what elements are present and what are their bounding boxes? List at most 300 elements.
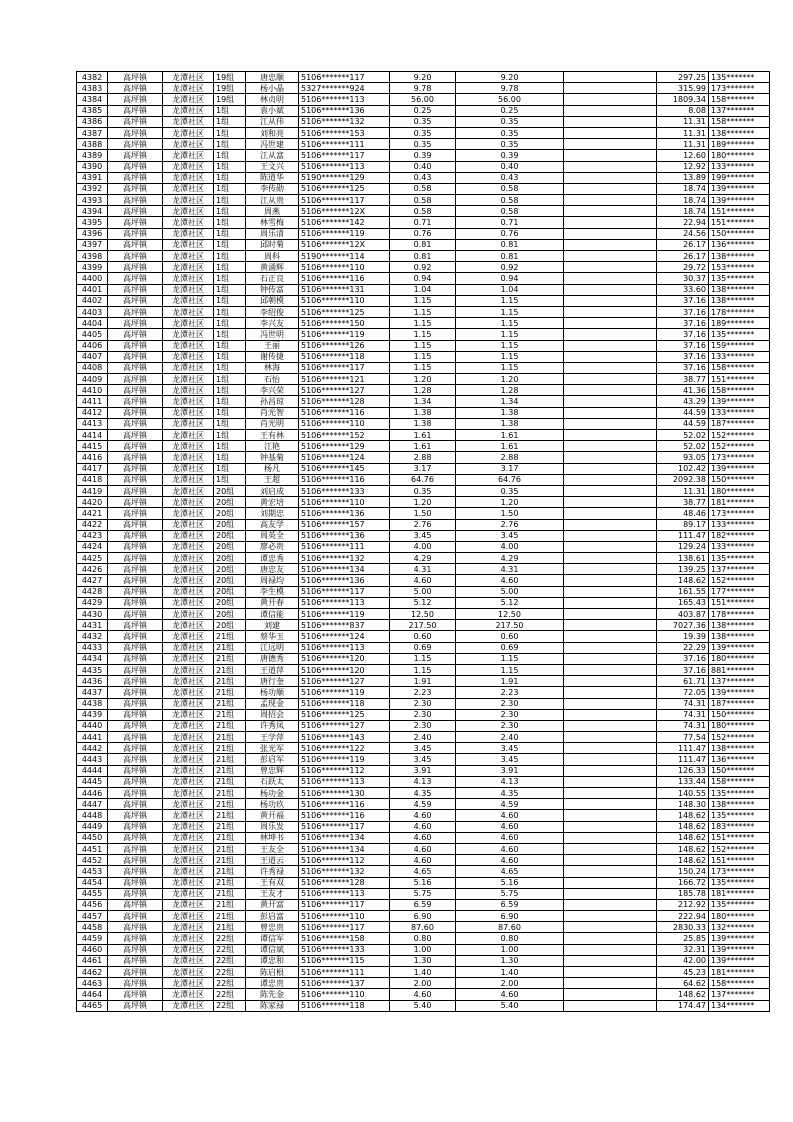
cell-area: 4.60 [390,810,456,821]
table-row [77,284,770,295]
cell-community: 龙潭社区 [163,743,214,754]
cell-group: 1组 [214,139,246,150]
cell-town: 高坪镇 [108,463,163,474]
cell-subsidy-area: 5.00 [456,586,564,597]
cell-group: 1组 [214,273,246,284]
cell-amount: 148.62 [657,843,709,854]
cell-index: 4388 [77,139,108,150]
cell-area: 0.76 [390,228,456,239]
cell-index: 4394 [77,206,108,217]
cell-phone: 135******* [709,877,770,888]
cell-index: 4458 [77,922,108,933]
cell-town: 高坪镇 [108,385,163,396]
cell-id-number: 5106*******128 [299,877,390,888]
cell-name: 陈道华 [246,172,299,183]
cell-id-number: 5190*******129 [299,172,390,183]
cell-community: 龙潭社区 [163,955,214,966]
cell-town: 高坪镇 [108,754,163,765]
cell-town: 高坪镇 [108,743,163,754]
cell-community: 龙潭社区 [163,754,214,765]
cell-id-number: 5106*******117 [299,922,390,933]
cell-subsidy-area: 0.80 [456,933,564,944]
table-row [77,933,770,944]
cell-subsidy-area: 1.15 [456,340,564,351]
cell-index: 4384 [77,94,108,105]
table-row [77,150,770,161]
cell-group: 21组 [214,676,246,687]
cell-phone: 133******* [709,541,770,552]
cell-amount: 37.16 [657,295,709,306]
cell-subsidy-area: 217.50 [456,620,564,631]
cell-group: 1组 [214,329,246,340]
cell-town: 高坪镇 [108,955,163,966]
cell-subsidy-area: 6.59 [456,899,564,910]
cell-subsidy-area: 5.16 [456,877,564,888]
table-row [77,687,770,698]
cell-town: 高坪镇 [108,418,163,429]
cell-community: 龙潭社区 [163,351,214,362]
cell-empty [564,933,657,944]
cell-empty [564,877,657,888]
cell-amount: 11.31 [657,127,709,138]
cell-group: 21组 [214,653,246,664]
cell-name: 张光军 [246,743,299,754]
table-row [77,430,770,441]
cell-group: 21组 [214,855,246,866]
cell-subsidy-area: 4.60 [456,575,564,586]
cell-subsidy-area: 5.12 [456,597,564,608]
cell-community: 龙潭社区 [163,497,214,508]
cell-subsidy-area: 5.75 [456,888,564,899]
cell-empty [564,251,657,262]
cell-index: 4392 [77,183,108,194]
cell-town: 高坪镇 [108,687,163,698]
cell-phone: 181******* [709,967,770,978]
cell-subsidy-area: 1.20 [456,497,564,508]
cell-group: 22组 [214,955,246,966]
cell-name: 王友才 [246,888,299,899]
cell-index: 4426 [77,564,108,575]
cell-group: 21组 [214,743,246,754]
cell-phone: 180******* [709,911,770,922]
cell-name: 蔡华玉 [246,631,299,642]
cell-name: 许秀禄 [246,866,299,877]
cell-amount: 133.44 [657,776,709,787]
table-row [77,474,770,485]
cell-area: 1.20 [390,497,456,508]
cell-empty [564,195,657,206]
cell-town: 高坪镇 [108,217,163,228]
cell-id-number: 5106*******837 [299,620,390,631]
cell-community: 龙潭社区 [163,989,214,1000]
cell-subsidy-area: 0.25 [456,105,564,116]
table-row [77,955,770,966]
cell-subsidy-area: 1.34 [456,396,564,407]
cell-subsidy-area: 1.61 [456,430,564,441]
cell-town: 高坪镇 [108,664,163,675]
cell-id-number: 5106*******136 [299,105,390,116]
cell-index: 4398 [77,251,108,262]
cell-town: 高坪镇 [108,351,163,362]
table-row [77,832,770,843]
cell-subsidy-area: 0.69 [456,642,564,653]
cell-subsidy-area: 0.35 [456,127,564,138]
cell-community: 龙潭社区 [163,709,214,720]
cell-id-number: 5106*******111 [299,541,390,552]
cell-empty [564,553,657,564]
cell-name: 陈家禄 [246,1000,299,1011]
cell-town: 高坪镇 [108,989,163,1000]
cell-index: 4402 [77,295,108,306]
cell-amount: 72.05 [657,687,709,698]
cell-community: 龙潭社区 [163,776,214,787]
cell-town: 高坪镇 [108,485,163,496]
cell-phone: 134******* [709,1000,770,1011]
cell-name: 江艳 [246,441,299,452]
cell-phone: 183******* [709,821,770,832]
cell-index: 4422 [77,519,108,530]
cell-area: 4.59 [390,799,456,810]
cell-name: 石跃太 [246,776,299,787]
cell-id-number: 5106*******124 [299,452,390,463]
cell-phone: 135******* [709,72,770,83]
cell-area: 0.69 [390,642,456,653]
cell-id-number: 5106*******113 [299,888,390,899]
cell-id-number: 5106*******119 [299,687,390,698]
cell-community: 龙潭社区 [163,810,214,821]
cell-subsidy-area: 4.13 [456,776,564,787]
cell-name: 刘和亮 [246,127,299,138]
cell-phone: 136******* [709,754,770,765]
cell-empty [564,150,657,161]
cell-subsidy-area: 0.94 [456,273,564,284]
cell-community: 龙潭社区 [163,720,214,731]
cell-subsidy-area: 2.00 [456,978,564,989]
cell-amount: 61.71 [657,676,709,687]
cell-amount: 26.17 [657,239,709,250]
cell-phone: 139******* [709,955,770,966]
cell-amount: 148.62 [657,810,709,821]
cell-id-number: 5106*******113 [299,161,390,172]
cell-community: 龙潭社区 [163,799,214,810]
cell-subsidy-area: 3.45 [456,743,564,754]
cell-area: 4.60 [390,855,456,866]
cell-name: 周禄均 [246,575,299,586]
cell-subsidy-area: 4.59 [456,799,564,810]
cell-subsidy-area: 1.15 [456,664,564,675]
cell-name: 钟基菊 [246,452,299,463]
cell-amount: 32.31 [657,944,709,955]
cell-town: 高坪镇 [108,273,163,284]
cell-id-number: 5106*******113 [299,776,390,787]
cell-subsidy-area: 0.92 [456,262,564,273]
cell-community: 龙潭社区 [163,575,214,586]
cell-phone: 180******* [709,150,770,161]
cell-index: 4405 [77,329,108,340]
cell-subsidy-area: 1.20 [456,374,564,385]
cell-amount: 22.29 [657,642,709,653]
cell-group: 20组 [214,541,246,552]
cell-id-number: 5106*******119 [299,228,390,239]
cell-subsidy-area: 5.40 [456,1000,564,1011]
table-row [77,553,770,564]
cell-amount: 148.62 [657,575,709,586]
cell-group: 21组 [214,720,246,731]
table-row [77,810,770,821]
cell-empty [564,653,657,664]
cell-amount: 52.02 [657,441,709,452]
cell-name: 王文兴 [246,161,299,172]
cell-subsidy-area: 0.58 [456,183,564,194]
cell-area: 12.50 [390,609,456,620]
cell-group: 20组 [214,497,246,508]
cell-community: 龙潭社区 [163,821,214,832]
cell-index: 4404 [77,318,108,329]
cell-amount: 148.62 [657,989,709,1000]
cell-empty [564,597,657,608]
cell-index: 4452 [77,855,108,866]
cell-town: 高坪镇 [108,609,163,620]
cell-name: 谭忠和 [246,955,299,966]
cell-empty [564,989,657,1000]
cell-area: 1.61 [390,441,456,452]
cell-empty [564,105,657,116]
cell-community: 龙潭社区 [163,978,214,989]
cell-name: 王有林 [246,430,299,441]
cell-name: 高友学 [246,519,299,530]
cell-group: 1组 [214,295,246,306]
cell-town: 高坪镇 [108,362,163,373]
cell-amount: 13.89 [657,172,709,183]
cell-area: 2.40 [390,732,456,743]
cell-empty [564,172,657,183]
cell-town: 高坪镇 [108,127,163,138]
cell-subsidy-area: 1.40 [456,967,564,978]
cell-area: 6.90 [390,911,456,922]
cell-amount: 148.62 [657,832,709,843]
table-row [77,396,770,407]
cell-phone: 151******* [709,597,770,608]
cell-area: 5.75 [390,888,456,899]
cell-name: 周乐发 [246,821,299,832]
cell-amount: 37.16 [657,362,709,373]
cell-town: 高坪镇 [108,150,163,161]
cell-empty [564,899,657,910]
table-row [77,508,770,519]
cell-group: 1组 [214,474,246,485]
cell-group: 1组 [214,105,246,116]
cell-town: 高坪镇 [108,967,163,978]
cell-subsidy-area: 0.35 [456,116,564,127]
table-row [77,306,770,317]
cell-amount: 30.37 [657,273,709,284]
table-row [77,720,770,731]
cell-phone: 139******* [709,463,770,474]
cell-community: 龙潭社区 [163,564,214,575]
cell-amount: 12.60 [657,150,709,161]
cell-community: 龙潭社区 [163,698,214,709]
cell-empty [564,821,657,832]
cell-name: 周乐清 [246,228,299,239]
cell-group: 21组 [214,877,246,888]
cell-id-number: 5106*******157 [299,519,390,530]
table-row [77,105,770,116]
cell-group: 21组 [214,799,246,810]
cell-empty [564,698,657,709]
cell-id-number: 5106*******142 [299,217,390,228]
cell-subsidy-area: 3.91 [456,765,564,776]
cell-area: 2.30 [390,698,456,709]
cell-town: 高坪镇 [108,374,163,385]
cell-name: 王丽 [246,340,299,351]
cell-empty [564,217,657,228]
table-row [77,821,770,832]
cell-town: 高坪镇 [108,262,163,273]
cell-phone: 137******* [709,676,770,687]
cell-town: 高坪镇 [108,799,163,810]
cell-amount: 44.59 [657,418,709,429]
cell-town: 高坪镇 [108,933,163,944]
cell-index: 4391 [77,172,108,183]
cell-index: 4456 [77,899,108,910]
cell-id-number: 5106*******110 [299,418,390,429]
cell-town: 高坪镇 [108,474,163,485]
cell-empty [564,866,657,877]
table-row [77,843,770,854]
cell-phone: 178******* [709,609,770,620]
cell-empty [564,273,657,284]
table-row [77,497,770,508]
cell-phone: 182******* [709,530,770,541]
cell-subsidy-area: 2.76 [456,519,564,530]
cell-community: 龙潭社区 [163,72,214,83]
cell-town: 高坪镇 [108,888,163,899]
cell-amount: 38.77 [657,374,709,385]
cell-id-number: 5106*******115 [299,955,390,966]
cell-phone: 151******* [709,374,770,385]
cell-group: 21组 [214,888,246,899]
cell-town: 高坪镇 [108,899,163,910]
cell-community: 龙潭社区 [163,374,214,385]
cell-town: 高坪镇 [108,698,163,709]
cell-phone: 133******* [709,351,770,362]
cell-name: 王友全 [246,843,299,854]
cell-index: 4446 [77,788,108,799]
cell-empty [564,631,657,642]
cell-phone: 152******* [709,575,770,586]
cell-phone: 139******* [709,687,770,698]
cell-name: 廖必贵 [246,541,299,552]
cell-amount: 111.47 [657,743,709,754]
cell-area: 87.60 [390,922,456,933]
cell-group: 1组 [214,195,246,206]
table-row [77,541,770,552]
table-row [77,161,770,172]
cell-group: 21组 [214,843,246,854]
cell-id-number: 5106*******126 [299,340,390,351]
cell-name: 江从贵 [246,195,299,206]
table-row [77,642,770,653]
table-row [77,116,770,127]
table-row [77,239,770,250]
table-row [77,709,770,720]
cell-town: 高坪镇 [108,586,163,597]
cell-phone: 139******* [709,195,770,206]
cell-amount: 150.24 [657,866,709,877]
cell-town: 高坪镇 [108,832,163,843]
cell-empty [564,306,657,317]
cell-town: 高坪镇 [108,508,163,519]
cell-index: 4459 [77,933,108,944]
cell-amount: 148.62 [657,821,709,832]
cell-name: 李传勋 [246,183,299,194]
cell-area: 1.15 [390,351,456,362]
cell-index: 4435 [77,664,108,675]
cell-amount: 93.05 [657,452,709,463]
cell-index: 4450 [77,832,108,843]
cell-index: 4389 [77,150,108,161]
cell-empty [564,687,657,698]
cell-name: 袁小斌 [246,105,299,116]
cell-index: 4424 [77,541,108,552]
cell-index: 4403 [77,306,108,317]
cell-community: 龙潭社区 [163,161,214,172]
cell-id-number: 5106*******117 [299,72,390,83]
cell-group: 1组 [214,217,246,228]
cell-town: 高坪镇 [108,631,163,642]
cell-group: 19组 [214,72,246,83]
table-row [77,776,770,787]
cell-id-number: 5106*******113 [299,94,390,105]
cell-empty [564,754,657,765]
cell-subsidy-area: 1.28 [456,385,564,396]
cell-group: 1组 [214,452,246,463]
cell-area: 3.91 [390,765,456,776]
cell-subsidy-area: 1.61 [456,441,564,452]
cell-index: 4440 [77,720,108,731]
cell-community: 龙潭社区 [163,441,214,452]
cell-town: 高坪镇 [108,284,163,295]
cell-id-number: 5106*******117 [299,150,390,161]
cell-phone: 133******* [709,161,770,172]
cell-index: 4465 [77,1000,108,1011]
cell-phone: 189******* [709,139,770,150]
cell-name: 邱时菊 [246,239,299,250]
cell-group: 21组 [214,754,246,765]
cell-empty [564,228,657,239]
cell-amount: 18.74 [657,183,709,194]
cell-empty [564,519,657,530]
cell-phone: 180******* [709,485,770,496]
cell-subsidy-area: 4.00 [456,541,564,552]
table-row [77,877,770,888]
cell-name: 江从伟 [246,116,299,127]
cell-phone: 135******* [709,788,770,799]
cell-phone: 135******* [709,553,770,564]
cell-group: 20组 [214,620,246,631]
cell-subsidy-area: 87.60 [456,922,564,933]
cell-group: 1组 [214,284,246,295]
cell-empty [564,452,657,463]
cell-amount: 11.31 [657,116,709,127]
table-row [77,385,770,396]
cell-name: 曾忠辉 [246,765,299,776]
cell-group: 1组 [214,396,246,407]
cell-phone: 135******* [709,329,770,340]
cell-phone: 150******* [709,765,770,776]
cell-index: 4413 [77,418,108,429]
cell-town: 高坪镇 [108,642,163,653]
